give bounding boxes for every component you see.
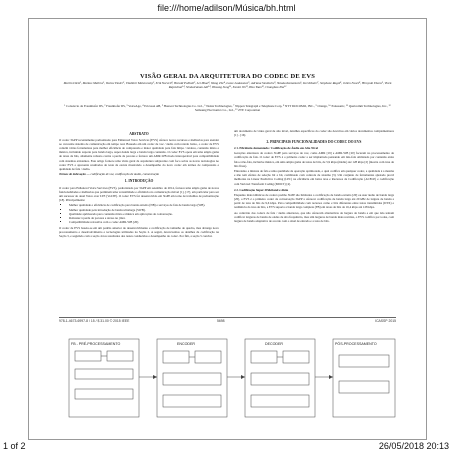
right-column — [234, 129, 394, 224]
print-datetime: 26/05/2018 20:13 — [378, 441, 449, 451]
intro-bullet-list — [69, 203, 219, 223]
abstract-text: O codec 3GPP recentemente padronizado para Enhanced Voice Services (EVS) oferece novos recursos e melhorias para atender ao crescente sistema de comunicação em tempo real. Baseado em um codec de voz / áudio com retardo baixo, o codec de EVS contém várias ferramentas para melhor eficiência de compressão e maior qualidade para fala limpa / ruidosa, conteúdo misto e música, incluindo suporte para banda larga, super-banda larga e banda larga conteúdo. O codec EVS opera em uma ampla gama de taxas de bits, altamente robusto contra a perda de pacotes e fornece um AMR-WB modo interoperável para compatibilidade com sistemas existentes. Este artigo fornece uma visão geral da arquitetura subjacente com foco sobre as novas tecnologias no codec EVS e apresenta resultados de teste de escuta mostrando o desempenho do novo codec em termos de compressão e qualidade de fala / áudio. — [59, 138, 219, 171]
index-terms — [59, 172, 219, 176]
intro-bullet: ▪ Melhor qualidade e eficiência de codificação para banda estreita (NB) e serviços de fala de banda larga (WB). — [69, 203, 219, 207]
intro-heading: 1. INTRODUÇÃO — [124, 179, 154, 184]
footer-page-number: 5698 — [217, 319, 225, 323]
section-2-heading: 2. PRINCIPAIS FUNCIONALIDADES DO CODEC DO EVS — [266, 140, 362, 145]
paper-affiliations: ¹ Consórcio da Fraunhofer IIS, ² Fraunhofer IIS, ³ VoiceAge, ⁴ Ericsson AB, ⁵ Huawei Technologies Co. Ltd., ⁶ Nokia Technologies, ⁷ Nippon Telegraph e Telephone Corp, ⁸ NTT DOCOMO, INC., ⁹ Orange, ¹⁰ Panasonic, ¹¹ Qualcomm Technologies, Inc., ¹² Samsung Electronics Co., Ltd., ¹³ ZTE Corporation — [64, 104, 391, 113]
index-terms-text: codificação de voz, codificação de áudio, comunicação — [90, 172, 160, 177]
encoder-block — [157, 339, 227, 417]
intro-bullet: ▪ Melhor qualidade pela introdução de banda ultralarga (SWB). — [69, 208, 219, 212]
postprocessing-block — [333, 339, 395, 417]
section-2-2-paragraph-2: Ao contrário dos codecs de fala / áudio anteriores, que não oferecem alternativas de largura de banda e em que não tentam codificar larguras de banda de ondas de alta frequência, mas sim larguras de banda mais restritas, o EVS codifica por todas, com largura de banda adaptativa de acordo com o sinal de entrada e a taxa de bits. — [234, 210, 394, 223]
section-2-1-paragraph-2: Entretanto a mistura de fala e uma qualidade de operação aprimorada, o qual codifica em qualquer codec, a qualidade é a mesma e não tem efeitos de seleção bit a bit, combinado com controle de sistema [3]. Um conjunto de ferramentas ajustado provê melhorias na Linear Predictive Coding (LPC) na eficiência em baixa taxa e Recursos da Codificação (ACELP) e codificação com Variavel Transform Coding (MDCT) [4]. — [234, 169, 394, 186]
page-count: 1 of 2 — [3, 441, 26, 451]
paper-title: VISÃO GERAL DA ARQUITETURA DO CODEC DE EVS — [139, 73, 316, 80]
paper-page — [28, 18, 427, 440]
figure-label-postprocessing: PÓS-PROCESSAMENTO — [335, 342, 377, 346]
codec-block-diagram — [67, 329, 397, 424]
intro-bullet: ▪ Qualidade aprimorada para conteúdo misto e música em aplicações de conversação. — [69, 212, 219, 216]
section-2-2-heading: 2.2. Codificação Super-Wideband e Além — [234, 187, 289, 192]
section-2-1-paragraph-1: Gerações anteriores de codecs 3GPP para serviços de voz, como AMR [19] e AMR-WB [20] focaram no processamento de codificação de fala. O codec de EVS é o primeiro codec a ser implantado pensando em não-fala otimizado por conteúdo entre fala e não-fala, inclusive música, em uma ampla gama de taxas de bits, de 5,9 kbps (médio) até 128 kbps [2] (mostra com taxa de bits fixas). — [234, 151, 394, 168]
figure-label-preprocessing: FB - PRÉ-PROCESSAMENTO — [71, 342, 121, 346]
footer-divider — [59, 317, 396, 318]
section-2-1-heading: 2.1. Eficiência Aumentada / Codificação de Áudio em Alto Nível — [234, 146, 318, 151]
index-terms-label: Termos de indexação — — [59, 172, 90, 177]
intro-paragraph-1: O codec para Enhanced Voice Services (EVS), padronizado por 3GPP em setembro de 2014, fornece uma ampla gama de novos funcionalidades e melhorias que permitem uma versatilidade e eficiência na comunicação móvel [1], [17], em particular para ser um sucessor do atual Voice over LTE (VoLTE). O codec EVS foi desenvolvido em 3GPP em torno de trabalhos de padronização [18]. Principalmente: — [59, 185, 219, 202]
right-intro-text: um documento de vídeo geral de alto nível, detalhes específicos do codec são descritos em vários documentos complementares [1] - [16]. — [234, 129, 394, 138]
intro-bullet: ▪ Compatibilidade retroativa com o codec AMR-WB [20]. — [69, 220, 219, 224]
paper-authors: Martin Dietz¹, Markus Multrus¹, Vaclav Eksler², Vladimir Malenovsky², Erik Norvell³, Harald Pobloth³, Lei Miao⁴, Wang Zhe⁴, Lasse Laaksonen⁵, Adriana Vasilache⁵, Yutaka Kamamoto⁶, Kei Kikuiri⁷, Stephane Ragot⁸, Julien Faure⁸, Hiroyuki Ehara⁹, Vivek Rajendran¹⁰, Venkatraman Atti¹⁰, Hosang Sung¹¹, Eunmi Oh¹¹, Hao Yuan¹², Changbao Zhu¹² — [63, 81, 392, 90]
figure-label-encoder: ENCODER — [177, 342, 195, 346]
preprocessing-block — [69, 339, 139, 417]
decoder-block — [245, 339, 315, 417]
intro-bullet: ▪ Robustez à perda de pacotes e atraso no jitter. — [69, 216, 219, 220]
header-file-path: file:///home/adilson/Música/bh.html — [157, 3, 296, 13]
section-2-2-paragraph-1: Enquanto mais idênticos de codecs padrão 3GPP são limitados a codificação de banda estreita [20] ou usar áudio de banda larga [20], o EVS é o primeiro codec de conversação 3GPP a oferecer codificação de banda larga até 20 kHz de largura de banda a partir de taxa de bits de 9,6 kbps. Para compatibilidade com recursos como e bits diferentes entre taxas transmitidas (DTX) e resiliência da taxa de bits, a EVS suporta a banda larga completa (FB) em taxas de bits de 16,4 kbps até 128 kbps. — [234, 192, 394, 209]
left-column — [59, 129, 219, 240]
intro-paragraph-2: O codec de EVS baseia-se em um padrão anterior do desenvolvimento e codificação de tamanho de quadro, mas abrange novo processamento e desenvolvimento e tecnologias utilizadas na Seção 2. A seguir, descrevemos os detalhes da codificação na Seção 3, e seguindo com a seção 4 nos resultados dos testes conduzidos e desempenho do codec. Por fim, a seção 5 conclui. — [59, 225, 219, 239]
footer-conference: ICASSP 2015 — [375, 319, 396, 323]
figure-label-decoder: DECODER — [265, 342, 283, 346]
abstract-heading: ABSTRATO — [129, 132, 149, 136]
footer-copyright: 978-1-4673-6997-8 / 15 / $ 31.00 © 2015 IEEE — [59, 319, 130, 323]
